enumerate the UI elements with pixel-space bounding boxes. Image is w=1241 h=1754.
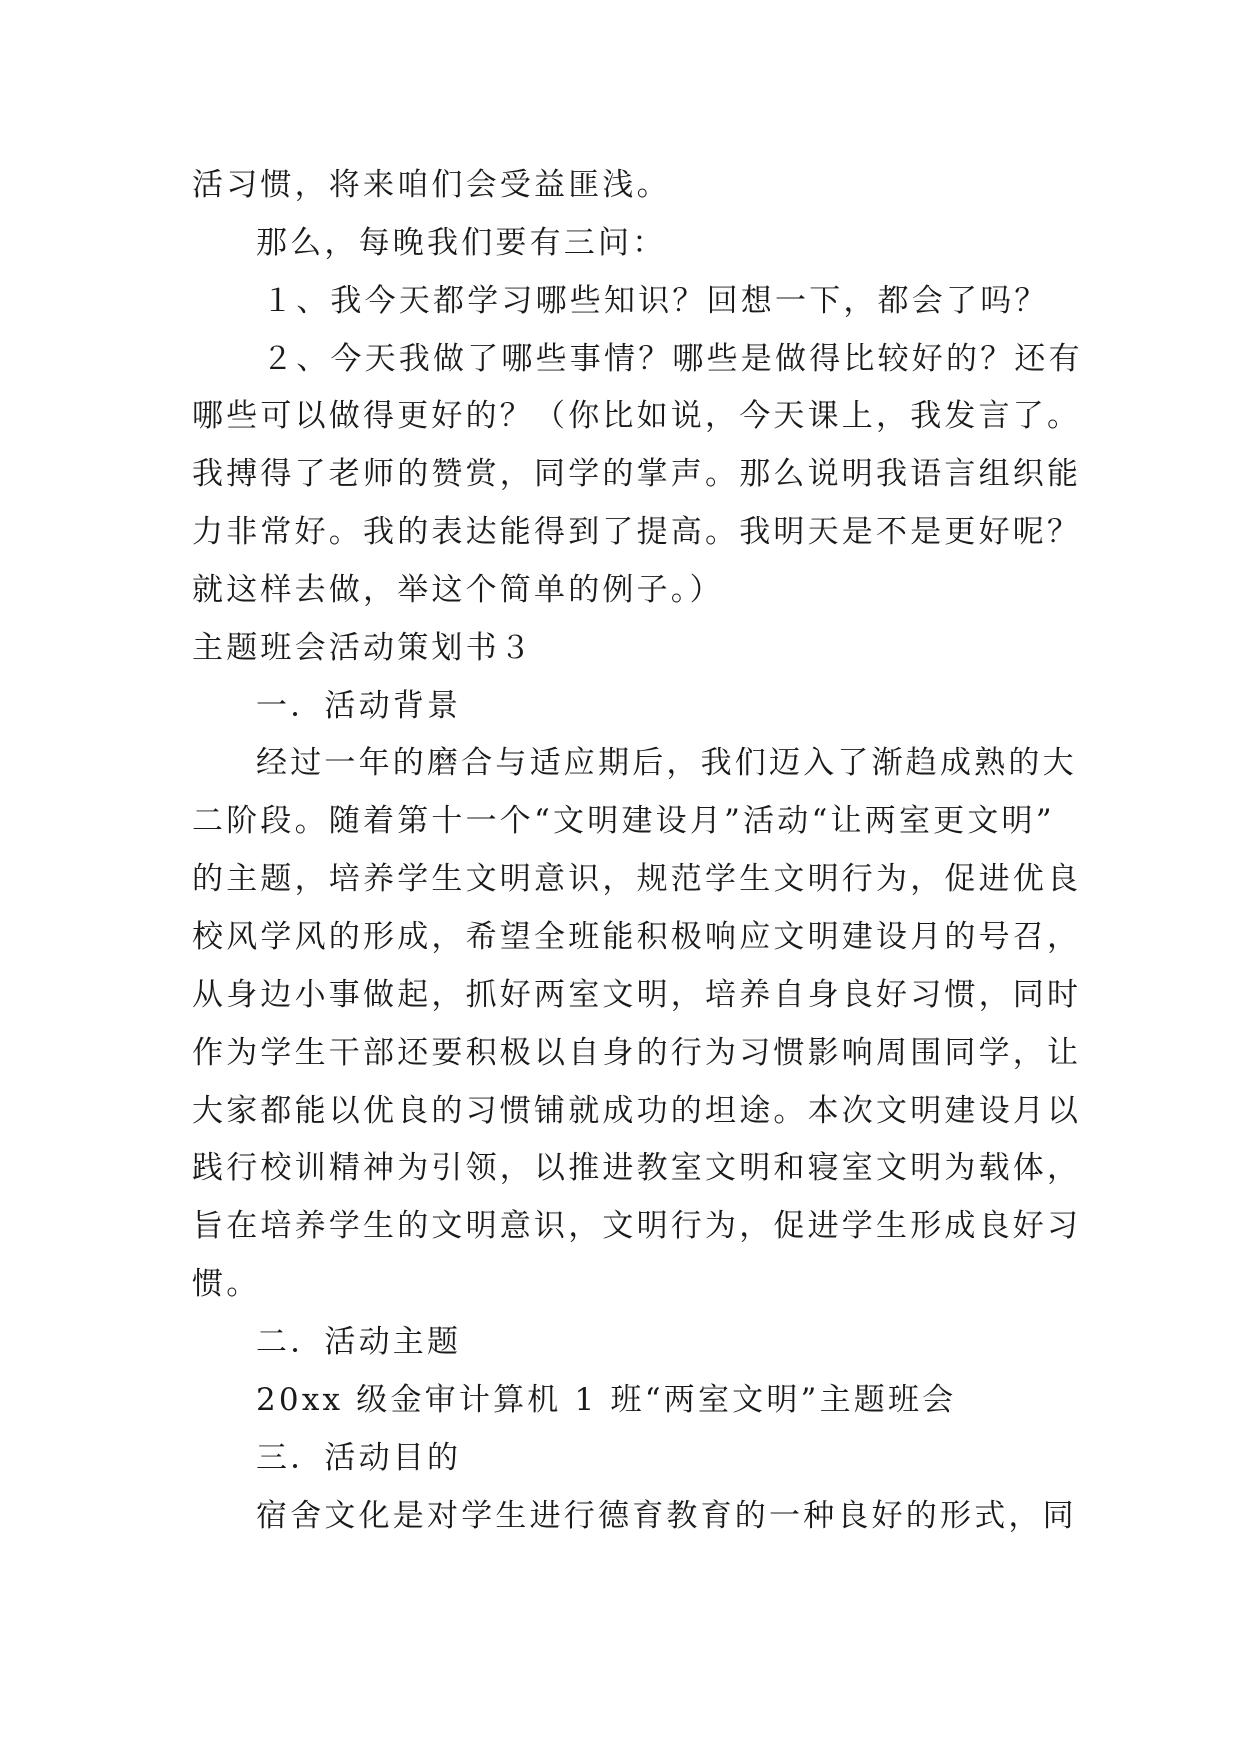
text-line: 校风学风的形成，希望全班能积极响应文明建设月的号召， [192,919,1082,955]
text-line: 宿舍文化是对学生进行德育教育的一种良好的形式，同 [256,1498,1077,1534]
text-line: １、我今天都学习哪些知识？回想一下，都会了吗？ [262,283,1049,319]
section-heading: 三．活动目的 [256,1440,462,1476]
section-heading: 主题班会活动策划书３ [192,630,534,666]
text-line: 践行校训精神为引领，以推进教室文明和寝室文明为载体， [192,1150,1082,1186]
section-heading: 一．活动背景 [256,688,462,724]
text-line: 的主题，培养学生文明意识，规范学生文明行为，促进优良 [192,861,1082,897]
text-line: 作为学生干部还要积极以自身的行为习惯影响周围同学，让 [192,1035,1082,1071]
text-line: 那么，每晚我们要有三问： [256,225,667,261]
text-line: 活习惯，将来咱们会受益匪浅。 [192,167,671,203]
text-line: 就这样去做，举这个简单的例子。） [192,572,724,608]
text-line: 哪些可以做得更好的？（你比如说，今天课上，我发言了。 [192,398,1082,434]
section-heading: 二．活动主题 [256,1324,462,1360]
text-line: 从身边小事做起，抓好两室文明，培养自身良好习惯，同时 [192,977,1082,1013]
text-line: 力非常好。我的表达能得到了提高。我明天是不是更好呢？ [192,514,1082,550]
text-line: 二阶段。随着第十一个“文明建设月”活动“让两室更文明” [192,803,1055,839]
text-line: 惯。 [192,1266,261,1302]
text-line: 我搏得了老师的赞赏，同学的掌声。那么说明我语言组织能 [192,456,1082,492]
text-line: 经过一年的磨合与适应期后，我们迈入了渐趋成熟的大 [256,745,1077,781]
text-line: 旨在培养学生的文明意识，文明行为，促进学生形成良好习 [192,1208,1082,1244]
text-line: ２、今天我做了哪些事情？哪些是做得比较好的？还有 [262,341,1083,377]
text-line: 20xx 级金审计算机 1 班“两室文明”主题班会 [256,1382,957,1418]
text-line: 大家都能以优良的习惯铺就成功的坦途。本次文明建设月以 [192,1093,1082,1129]
